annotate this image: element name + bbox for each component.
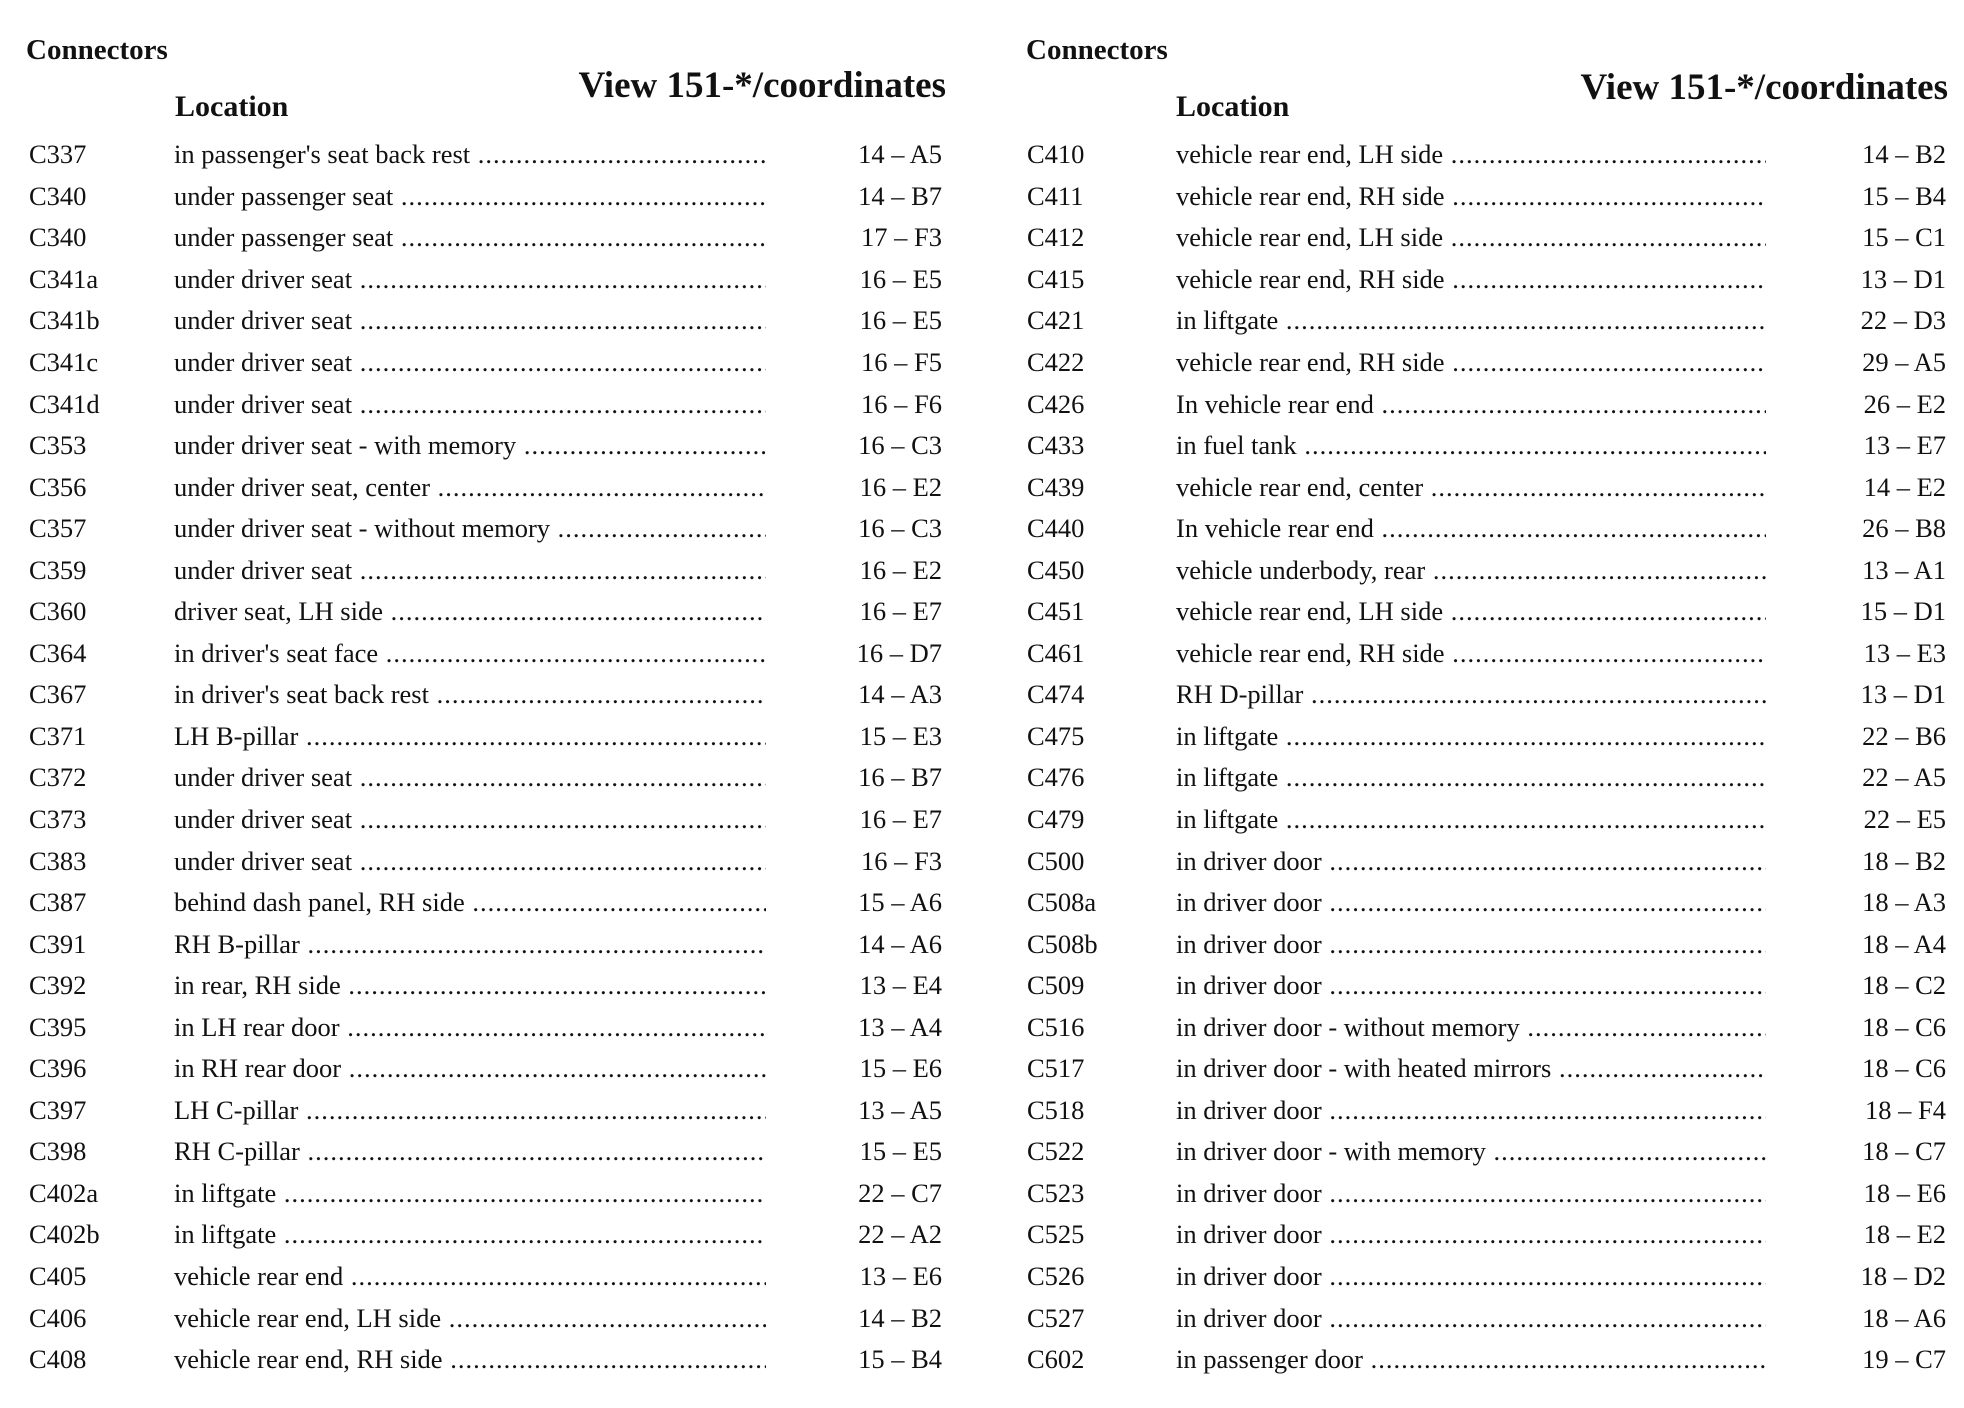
connector-location: vehicle rear end, RH side ..... [1176, 181, 1766, 212]
connector-location: in passenger's seat back rest ..... [174, 139, 766, 170]
connector-id: C474 [1027, 679, 1085, 710]
connector-location: RH C-pillar ..... [174, 1136, 766, 1167]
connector-id: C433 [1027, 430, 1085, 461]
view-coordinate: 18 – C6 [1862, 1053, 1946, 1084]
connector-location: LH B-pillar ..... [174, 721, 766, 752]
table-row [24, 591, 964, 633]
location-header: Location [175, 90, 289, 123]
table-row [24, 383, 964, 425]
connector-id: C500 [1027, 845, 1085, 876]
connector-location: under driver seat ..... [174, 347, 766, 378]
connector-location: vehicle rear end, RH side ..... [1176, 347, 1766, 378]
connector-location: under driver seat - without memory ..... [174, 513, 766, 544]
table-row [24, 923, 964, 965]
connector-location: In vehicle rear end ..... [1176, 389, 1766, 420]
connector-location: RH D-pillar ..... [1176, 679, 1766, 710]
table-row [24, 716, 964, 758]
connector-id: C367 [29, 679, 87, 710]
view-coordinate: 16 – C3 [858, 430, 942, 461]
table-row [24, 549, 964, 591]
table-row [24, 840, 964, 882]
view-coordinate: 18 – A6 [1862, 1302, 1946, 1333]
view-coordinate: 18 – F4 [1865, 1094, 1946, 1125]
view-coordinate: 13 – E6 [859, 1261, 942, 1292]
connector-location: in liftgate ..... [1176, 721, 1766, 752]
connector-id: C439 [1027, 471, 1085, 502]
connector-id: C509 [1027, 970, 1085, 1001]
table-row [1024, 300, 1964, 342]
connector-id: C406 [29, 1302, 87, 1333]
connector-id: C517 [1027, 1053, 1085, 1084]
table-row [1024, 716, 1964, 758]
table-row [1024, 1339, 1964, 1381]
connector-id: C387 [29, 887, 87, 918]
connector-location: vehicle rear end, RH side ..... [1176, 264, 1766, 295]
view-coordinate: 26 – B8 [1862, 513, 1946, 544]
connector-location: in driver door ..... [1176, 929, 1766, 960]
connector-id: C397 [29, 1094, 87, 1125]
connector-id: C341c [29, 347, 99, 377]
connector-id: C523 [1027, 1177, 1085, 1208]
connector-id: C353 [29, 430, 87, 461]
connector-id: C373 [29, 804, 87, 835]
connector-location: in driver door ..... [1176, 1219, 1766, 1250]
view-coordinate: 16 – E5 [859, 263, 942, 294]
connector-location: under driver seat - with memory ..... [174, 430, 766, 461]
view-coordinate: 18 – C7 [1862, 1136, 1946, 1167]
connector-location: under driver seat ..... [174, 762, 766, 793]
connector-id: C383 [29, 845, 87, 876]
view-coordinate: 14 – A6 [858, 928, 942, 959]
view-coordinate: 14 – A5 [858, 139, 942, 170]
table-row [1024, 1173, 1964, 1215]
connector-location: under passenger seat ..... [174, 181, 766, 212]
connector-location: in driver door ..... [1176, 887, 1766, 918]
connector-id: C371 [29, 720, 87, 751]
table-row [24, 1173, 964, 1215]
connector-id: C357 [29, 513, 87, 544]
connector-location: under driver seat ..... [174, 264, 766, 295]
connector-location: under driver seat ..... [174, 804, 766, 835]
connector-id: C422 [1027, 347, 1085, 377]
connector-location: in driver door - with heated mirrors ..... [1176, 1053, 1766, 1084]
right-column [1024, 0, 1964, 1408]
table-row [1024, 633, 1964, 675]
connector-id: C402b [29, 1219, 100, 1250]
connector-id: C396 [29, 1053, 87, 1084]
table-row [1024, 591, 1964, 633]
view-coordinate: 14 – B2 [858, 1302, 942, 1333]
table-row [1024, 840, 1964, 882]
table-row [24, 217, 964, 259]
connector-location: in liftgate ..... [1176, 804, 1766, 835]
connector-location: in driver's seat face ..... [174, 638, 766, 669]
table-row [1024, 965, 1964, 1007]
table-row [1024, 342, 1964, 384]
connector-id: C451 [1027, 596, 1085, 627]
view-coordinates-header: View 151-*/coordinates [578, 65, 946, 106]
connector-location: behind dash panel, RH side ..... [174, 887, 766, 918]
connector-id: C415 [1027, 263, 1085, 294]
view-coordinate: 18 – E6 [1863, 1177, 1946, 1208]
view-coordinate: 16 – E7 [859, 804, 942, 835]
view-coordinate: 13 – A1 [1862, 554, 1946, 585]
table-row [1024, 882, 1964, 924]
connector-location: vehicle rear end, LH side ..... [1176, 596, 1766, 627]
table-row [1024, 176, 1964, 218]
view-coordinate: 18 – A4 [1862, 928, 1946, 959]
connector-location: in rear, RH side ..... [174, 970, 766, 1001]
table-row [24, 425, 964, 467]
table-row [24, 1256, 964, 1298]
connector-location: in liftgate ..... [174, 1178, 766, 1209]
connector-location: in driver door - without memory ..... [1176, 1012, 1766, 1043]
table-row [24, 342, 964, 384]
connector-location: in driver's seat back rest ..... [174, 679, 766, 710]
table-row [1024, 1214, 1964, 1256]
view-coordinate: 17 – F3 [861, 222, 942, 253]
view-coordinate: 16 – E7 [859, 596, 942, 627]
view-coordinate: 15 – B4 [858, 1344, 942, 1375]
table-row [1024, 259, 1964, 301]
connector-location: In vehicle rear end ..... [1176, 513, 1766, 544]
view-coordinate: 14 – E2 [1863, 471, 1946, 502]
view-coordinate: 15 – E6 [859, 1053, 942, 1084]
view-coordinate: 13 – D1 [1860, 263, 1946, 294]
view-coordinate: 22 – A5 [1862, 762, 1946, 793]
table-row [24, 259, 964, 301]
connector-location: in liftgate ..... [174, 1219, 766, 1250]
connector-id: C392 [29, 970, 87, 1001]
connector-location: in RH rear door ..... [174, 1053, 766, 1084]
table-row [24, 1131, 964, 1173]
view-coordinates-header: View 151-*/coordinates [1580, 67, 1948, 108]
table-row [1024, 383, 1964, 425]
table-row [24, 466, 964, 508]
connector-id: C450 [1027, 554, 1085, 585]
connector-location: vehicle rear end, RH side ..... [174, 1344, 766, 1375]
connector-location: in passenger door ..... [1176, 1344, 1766, 1375]
view-coordinate: 14 – B7 [858, 180, 942, 211]
connector-list [1024, 134, 1964, 1380]
table-row [1024, 757, 1964, 799]
connector-id: C602 [1027, 1344, 1085, 1375]
view-coordinate: 15 – E3 [859, 720, 942, 751]
connector-location: in liftgate ..... [1176, 305, 1766, 336]
connector-location: in driver door ..... [1176, 970, 1766, 1001]
connector-id: C411 [1027, 180, 1084, 211]
table-row [1024, 1048, 1964, 1090]
connector-location: vehicle rear end, LH side ..... [1176, 139, 1766, 170]
table-row [24, 1214, 964, 1256]
table-row [24, 300, 964, 342]
view-coordinate: 13 – E3 [1863, 637, 1946, 668]
connector-id: C476 [1027, 762, 1085, 793]
connector-location: vehicle underbody, rear ..... [1176, 555, 1766, 586]
connector-id: C518 [1027, 1094, 1085, 1125]
connector-location: in driver door ..... [1176, 846, 1766, 877]
view-coordinate: 13 – A4 [858, 1011, 942, 1042]
connector-location: under driver seat ..... [174, 846, 766, 877]
section-title: Connectors [1026, 34, 1168, 66]
connector-id: C527 [1027, 1302, 1085, 1333]
view-coordinate: 26 – E2 [1863, 388, 1946, 419]
connector-location: under driver seat ..... [174, 555, 766, 586]
connector-id: C421 [1027, 305, 1085, 336]
table-row [1024, 1256, 1964, 1298]
table-row [1024, 1297, 1964, 1339]
connector-id: C359 [29, 554, 87, 585]
view-coordinate: 16 – D7 [856, 637, 942, 668]
table-row [24, 757, 964, 799]
view-coordinate: 15 – B4 [1862, 180, 1946, 211]
connector-location: in liftgate ..... [1176, 762, 1766, 793]
connector-location: driver seat, LH side ..... [174, 596, 766, 627]
location-header: Location [1176, 90, 1290, 123]
connector-id: C405 [29, 1261, 87, 1292]
connector-location: in driver door ..... [1176, 1261, 1766, 1292]
section-title: Connectors [26, 34, 168, 66]
view-coordinate: 22 – D3 [1860, 305, 1946, 336]
connector-location: vehicle rear end, center ..... [1176, 472, 1766, 503]
connector-id: C356 [29, 471, 87, 502]
view-coordinate: 15 – A6 [858, 887, 942, 918]
connector-location: in driver door ..... [1176, 1178, 1766, 1209]
connector-id: C337 [29, 139, 87, 170]
connector-id: C391 [29, 928, 87, 959]
view-coordinate: 13 – D1 [1860, 679, 1946, 710]
table-row [1024, 1006, 1964, 1048]
connector-id: C340 [29, 222, 87, 253]
connector-id: C516 [1027, 1011, 1085, 1042]
connector-location: in LH rear door ..... [174, 1012, 766, 1043]
connector-id: C475 [1027, 720, 1085, 751]
connector-location: in driver door ..... [1176, 1095, 1766, 1126]
table-row [24, 134, 964, 176]
left-column [24, 0, 964, 1408]
view-coordinate: 18 – C2 [1862, 970, 1946, 1001]
connector-id: C410 [1027, 139, 1085, 170]
view-coordinate: 15 – E5 [859, 1136, 942, 1167]
table-row [24, 674, 964, 716]
connector-id: C426 [1027, 388, 1085, 419]
view-coordinate: 18 – E2 [1863, 1219, 1946, 1250]
connector-id: C341a [29, 263, 99, 294]
view-coordinate: 16 – F5 [861, 347, 942, 377]
table-row [1024, 1090, 1964, 1132]
connector-location: in driver door ..... [1176, 1303, 1766, 1334]
connector-location: vehicle rear end, LH side ..... [1176, 222, 1766, 253]
view-coordinate: 16 – B7 [858, 762, 942, 793]
view-coordinate: 16 – E5 [859, 305, 942, 336]
connector-id: C522 [1027, 1136, 1085, 1167]
view-coordinate: 18 – C6 [1862, 1011, 1946, 1042]
connector-id: C440 [1027, 513, 1085, 544]
table-row [24, 1048, 964, 1090]
view-coordinate: 15 – D1 [1860, 596, 1946, 627]
connector-id: C402a [29, 1177, 99, 1208]
connector-list [24, 134, 964, 1380]
table-row [1024, 134, 1964, 176]
view-coordinate: 22 – A2 [858, 1219, 942, 1250]
connector-location: under driver seat ..... [174, 389, 766, 420]
connector-location: in fuel tank ..... [1176, 430, 1766, 461]
view-coordinate: 29 – A5 [1862, 347, 1946, 377]
view-coordinate: 16 – F6 [861, 388, 942, 419]
connector-id: C360 [29, 596, 87, 627]
connector-id: C412 [1027, 222, 1085, 253]
connector-location: vehicle rear end, RH side ..... [1176, 638, 1766, 669]
table-row [1024, 799, 1964, 841]
view-coordinate: 14 – B2 [1862, 139, 1946, 170]
connector-location: in driver door - with memory ..... [1176, 1136, 1766, 1167]
table-row [24, 1297, 964, 1339]
table-row [1024, 425, 1964, 467]
view-coordinate: 16 – E2 [859, 554, 942, 585]
table-row [24, 1339, 964, 1381]
connector-id: C398 [29, 1136, 87, 1167]
table-row [24, 633, 964, 675]
connector-id: C526 [1027, 1261, 1085, 1292]
view-coordinate: 22 – C7 [858, 1177, 942, 1208]
connector-id: C341d [29, 388, 100, 419]
connector-id: C525 [1027, 1219, 1085, 1250]
view-coordinate: 13 – E7 [1863, 430, 1946, 461]
table-row [24, 176, 964, 218]
table-row [24, 508, 964, 550]
view-coordinate: 18 – B2 [1862, 845, 1946, 876]
connector-id: C461 [1027, 637, 1085, 668]
table-row [1024, 549, 1964, 591]
connector-id: C364 [29, 637, 87, 668]
connector-id: C341b [29, 305, 100, 336]
connector-location: vehicle rear end, LH side ..... [174, 1303, 766, 1334]
table-row [24, 1006, 964, 1048]
table-row [1024, 1131, 1964, 1173]
table-row [1024, 923, 1964, 965]
table-row [24, 1090, 964, 1132]
view-coordinate: 13 – A5 [858, 1094, 942, 1125]
connector-location: RH B-pillar ..... [174, 929, 766, 960]
view-coordinate: 18 – D2 [1860, 1261, 1946, 1292]
table-row [1024, 217, 1964, 259]
connector-id: C372 [29, 762, 87, 793]
view-coordinate: 18 – A3 [1862, 887, 1946, 918]
table-row [1024, 508, 1964, 550]
table-row [24, 799, 964, 841]
view-coordinate: 14 – A3 [858, 679, 942, 710]
table-row [24, 882, 964, 924]
table-row [24, 965, 964, 1007]
connector-location: LH C-pillar ..... [174, 1095, 766, 1126]
view-coordinate: 13 – E4 [859, 970, 942, 1001]
view-coordinate: 15 – C1 [1862, 222, 1946, 253]
view-coordinate: 16 – C3 [858, 513, 942, 544]
connector-location: vehicle rear end ..... [174, 1261, 766, 1292]
table-row [1024, 674, 1964, 716]
view-coordinate: 22 – E5 [1863, 804, 1946, 835]
view-coordinate: 16 – E2 [859, 471, 942, 502]
view-coordinate: 22 – B6 [1862, 720, 1946, 751]
connector-id: C340 [29, 180, 87, 211]
table-row [1024, 466, 1964, 508]
connector-location: under driver seat ..... [174, 305, 766, 336]
connector-id: C408 [29, 1344, 87, 1375]
connector-id: C479 [1027, 804, 1085, 835]
view-coordinate: 16 – F3 [861, 845, 942, 876]
connector-location: under driver seat, center ..... [174, 472, 766, 503]
view-coordinate: 19 – C7 [1862, 1344, 1946, 1375]
connector-id: C395 [29, 1011, 87, 1042]
connector-location: under passenger seat ..... [174, 222, 766, 253]
connector-id: C508a [1027, 887, 1097, 918]
connector-id: C508b [1027, 928, 1098, 959]
